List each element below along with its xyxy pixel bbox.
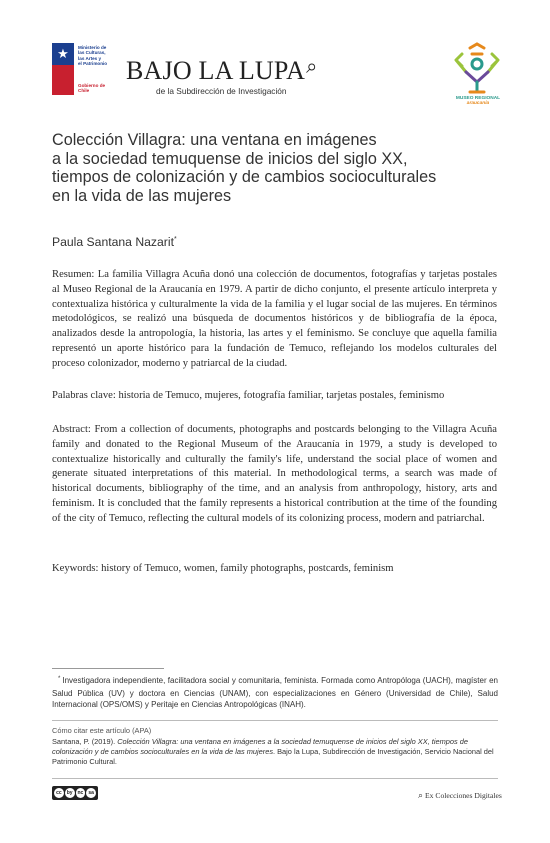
citation-prefix: Santana, P. (2019). xyxy=(52,737,118,746)
footnote xyxy=(52,675,498,710)
title-line: a la sociedad temuquense de inicios del siglo XX, xyxy=(52,149,408,168)
brand-title xyxy=(126,56,318,86)
license-badge[interactable] xyxy=(52,786,98,800)
author-footnote-mark: * xyxy=(173,235,177,243)
gov-logo-line: el Patrimonio xyxy=(78,61,108,67)
by-icon: by xyxy=(66,790,73,796)
footnote-mark: * xyxy=(58,676,61,682)
museum-name: MUSEO REGIONAL xyxy=(455,96,501,101)
nc-icon: nc xyxy=(77,790,84,796)
museum-label xyxy=(446,96,510,107)
museum-logo xyxy=(448,42,506,104)
title-line: Colección Villagra: una ventana en imágenes xyxy=(52,131,377,149)
gov-logo-line: las Culturas, xyxy=(78,50,106,56)
brand-subtitle: de la Subdirección de Investigación xyxy=(156,86,287,96)
footnote-text: Investigadora independiente, facilitadora social y comunitaria, feminista. Formada como Antropóloga (UACH), magíster en Salud Pública (UV) y doctora en Ciencias (UNAM), con especializaciones en Género (Universidad de Chile), Salud Internacional (OPS/OMS) y Peritaje en Ciencias Antropológicas (INAH). xyxy=(52,676,498,709)
citation-title: Colección Villagra: una ventana en imágenes a la sociedad temuquense de inicios del siglo XX, tiempos de colonización y de cambios socioculturales en la vida de las mujeres xyxy=(52,737,468,756)
sa-icon: sa xyxy=(86,788,96,798)
citation-divider-top xyxy=(52,720,498,721)
magnifier-icon: ⌕ xyxy=(306,56,318,78)
citation-label: Cómo citar este artículo (APA) xyxy=(52,726,152,735)
palabras-clave-paragraph: Palabras clave: historia de Temuco, mujeres, fotografía familiar, tarjetas postales, feminismo xyxy=(52,390,445,401)
title-line: en la vida de las mujeres xyxy=(52,186,232,205)
gov-logo-small-text: Gobierno de Chile xyxy=(78,82,106,94)
resumen-paragraph: Resumen: La familia Villagra Acuña donó una colección de documentos, fotografías y tarjetas postales al Museo Regional de la Araucanía en 1979. A partir de dicho conjunto, el presente artículo interpreta y contextualiza histórica y culturalmente la vida de la familia y el lugar social de las mujeres. En términos metodológicos, se realizó una búsqueda de documentos históricos y de bibliografía de la época, analizados desde la antropología, la historia, las artes y el feminismo. Se concluye que aquella familia representó un aporte histórico para la fundación de Temuco, reflejando los modelos culturales del proceso colonizador, moderno y patriarcal de la ciudad. xyxy=(52,269,497,369)
article-title xyxy=(52,131,502,205)
citation-suffix: . Bajo la Lupa, Subdirección de Investigación, Servicio Nacional del Patrimonio Cultural. xyxy=(52,747,494,766)
government-logo xyxy=(52,43,110,95)
collection-text: Ex Colecciones Digitales xyxy=(425,791,502,800)
citation-text xyxy=(52,737,498,767)
collection-label xyxy=(418,790,502,801)
gov-logo-line: las Artes y xyxy=(78,55,102,61)
author-text: Paula Santana Nazarit xyxy=(52,235,174,249)
citation-divider-bottom xyxy=(52,778,498,779)
cc-icon: cc xyxy=(54,788,64,798)
star-icon: ★ xyxy=(57,46,69,61)
brand-text: BAJO LA LUPA xyxy=(126,56,306,85)
footnote-divider xyxy=(52,668,164,669)
author-name xyxy=(52,235,177,249)
keywords-paragraph: Keywords: history of Temuco, women, family photographs, postcards, feminism xyxy=(52,563,394,574)
title-line: tiempos de colonización y de cambios socioculturales xyxy=(52,168,437,186)
abstract-paragraph: Abstract: From a collection of documents, photographs and postcards belonging to the Villagra Acuña family and donated to the Regional Museum of the Araucanía in 1979, a study is developed to contextualize historically and culturally the family's life, understand the social place of women and generate situated interpretations of this material. In methodological terms, a search was made of historical documents, bibliography of the time, and an analysis from anthropology, history, arts and feminism. It is concluded that the family represents a historical contribution at the time of the founding of the city of Temuco, reflecting the cultural models of its colonizing process, modern and patriarchal. xyxy=(52,424,497,524)
magnifier-icon: ⌕ xyxy=(418,790,424,800)
gov-logo-line: Ministerio de xyxy=(78,45,107,50)
museum-region: araucanía xyxy=(466,101,490,107)
